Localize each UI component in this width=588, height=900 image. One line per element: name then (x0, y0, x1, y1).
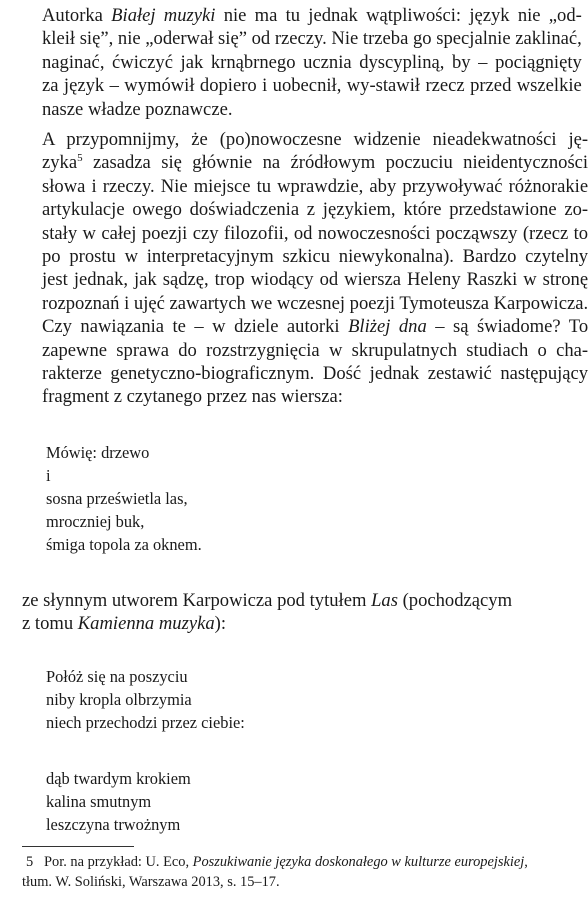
footnote-marker: 5 (77, 152, 83, 165)
footnote-line-1 (22, 852, 528, 872)
text-line: rakterze genetyczno-biograficznym. Dość jednak zestawić następujący (42, 363, 588, 385)
text-line: rozpoznań i ujęć zawartych we wczesnej poezji Tymoteusza Karpowicza. (42, 292, 588, 314)
poem-line: Mówię: drzewo (46, 443, 150, 462)
text-line: Czy nawiązania te – w dziele autorki Bliżej dna – są świadome? To (42, 316, 588, 338)
footnote-rule (22, 846, 134, 847)
poem-line: niby kropla olbrzymia (46, 690, 192, 709)
poem-line: dąb twardym krokiem (46, 769, 191, 788)
poem-quote-karpowicz-stanza-2 (46, 767, 191, 836)
text-line: zyka$^5$ zasadza się głównie na źródłowym poczuciu nieidentyczności (42, 152, 588, 174)
poem-line: mroczniej buk, (46, 512, 145, 531)
footnote-number: 5 (26, 854, 34, 870)
footnote-line-1-text: Por. na przykład: U. Eco, Poszukiwanie języka doskonałego w kulturze europejskiej, (44, 854, 528, 870)
text-line: stały w całej poezji czy filozofii, od nowoczesności począwszy (rzecz to (42, 222, 588, 244)
text-line: A przypomnijmy, że (po)nowoczesne widzenie nieadekwatności ję- (42, 129, 588, 150)
poem-line: niech przechodzi przez ciebie: (46, 713, 245, 732)
text-line: Autorka Białej muzyki nie ma tu jednak wątpliwości: język nie „od- (42, 5, 582, 26)
poem-line: Połóż się na poszyciu (46, 667, 188, 686)
text-line: z tomu Kamienna muzyka): (22, 613, 226, 635)
paragraph-2 (22, 128, 588, 409)
footnote (22, 852, 528, 892)
text-line: po prostu w interpretacyjnym szkicu niewykonalna). Bardzo czytelny (42, 246, 588, 268)
text-line: naginać, ćwiczyć jak krnąbrnego ucznia dyscypliną, by – pociągnięty (42, 51, 582, 73)
paragraph-3 (22, 589, 512, 636)
text-line: artykulacje owego doświadczenia z językiem, które przedstawione zo- (42, 199, 588, 221)
poem-quote-raszka (46, 441, 202, 556)
text-line: ze słynnym utworem Karpowicza pod tytułem Las (pochodzącym (22, 590, 513, 611)
text-line: za język – wymówił dopiero i uobecnił, wy-stawił rzecz przed wszelkie (42, 75, 582, 97)
text-line: fragment z czytanego przez nas wiersza: (42, 386, 343, 408)
text-line: nasze władze poznawcze. (42, 98, 233, 120)
text-line: kleił się”, nie „oderwał się” od rzeczy. Nie trzeba go specjalnie zaklinać, (42, 28, 582, 50)
poem-line: leszczyna trwożnym (46, 815, 181, 834)
poem-line: kalina smutnym (46, 792, 152, 811)
footnote-line-2: tłum. W. Soliński, Warszawa 2013, s. 15–17. (22, 874, 280, 890)
text-line: zapewne sprawa do rozstrzygnięcia w skrupulatnych studiach o cha- (42, 339, 588, 361)
poem-line: śmiga topola za oknem. (46, 535, 202, 554)
text-line: jest jednak, jak sądzę, trop wiodący od wiersza Heleny Raszki w stronę (42, 269, 588, 291)
poem-line: i (46, 466, 51, 485)
paragraph-1 (22, 4, 582, 121)
poem-line: sosna prześwietla las, (46, 489, 188, 508)
poem-quote-karpowicz-stanza-1 (46, 665, 245, 734)
text-line: słowa i rzeczy. Nie miejsce tu wprawdzie, aby przywoływać różnorakie (42, 175, 588, 197)
